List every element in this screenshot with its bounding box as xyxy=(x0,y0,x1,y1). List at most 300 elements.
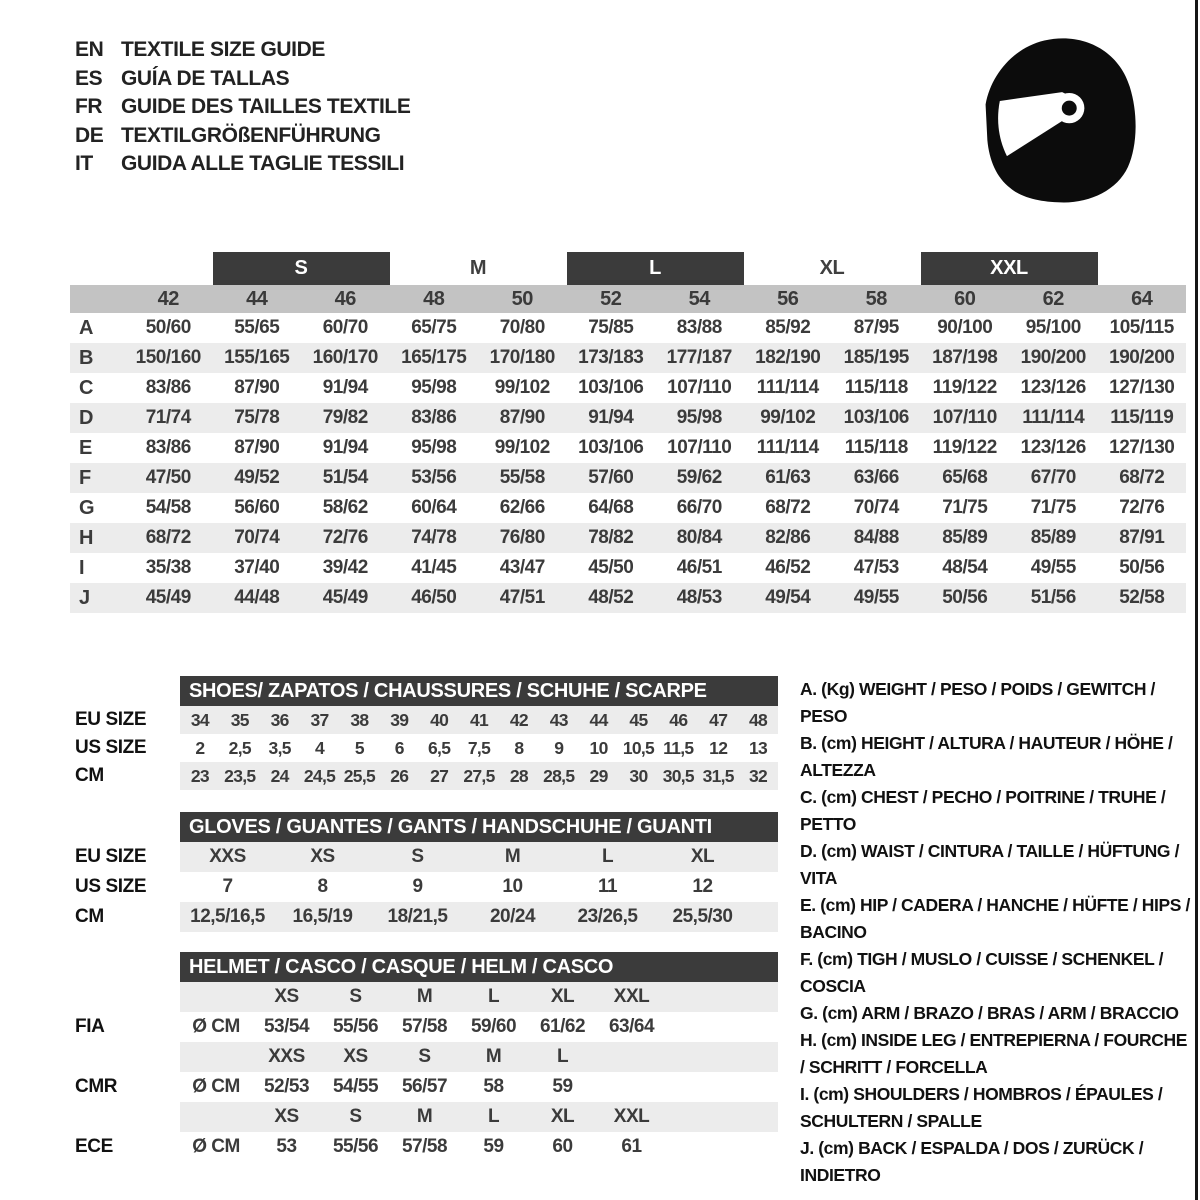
helmet-size-header: S xyxy=(349,1106,362,1127)
shoes-us-value: 12 xyxy=(709,737,728,758)
measure-value: 68/72 xyxy=(1119,467,1165,488)
shoes-eu-value: 46 xyxy=(669,709,688,730)
size-col-header: 54 xyxy=(688,287,710,310)
language-code: FR xyxy=(75,95,103,118)
size-col-header: 50 xyxy=(511,287,533,310)
helmet-size-header: XS xyxy=(274,986,299,1007)
measure-value: 75/85 xyxy=(588,317,634,338)
measure-value: 55/65 xyxy=(234,317,280,338)
gloves-row-label: US SIZE xyxy=(75,876,147,897)
language-code: EN xyxy=(75,38,104,61)
shoes-row-labels xyxy=(75,676,180,790)
measure-row-e xyxy=(70,433,1186,463)
helmet-title: HELMET / CASCO / CASQUE / HELM / CASCO xyxy=(180,952,778,982)
shoes-us-value: 10,5 xyxy=(622,737,655,758)
title-spacer xyxy=(75,812,180,842)
legend-item-b: B. (cm) HEIGHT / ALTURA / HAUTEUR / HÖHE / ALTEZZA xyxy=(800,733,1173,780)
measure-value: 68/72 xyxy=(145,527,191,548)
row-letter: D xyxy=(79,406,93,429)
measure-value: 107/110 xyxy=(667,377,732,398)
measure-value: 71/75 xyxy=(942,497,988,518)
legend-item-h: H. (cm) INSIDE LEG / ENTREPIERNA / FOURCHE / SCHRITT / FORCELLA xyxy=(800,1030,1188,1077)
measure-value: 37/40 xyxy=(234,557,280,578)
cert-label-spacer xyxy=(75,1042,180,1072)
measure-value: 70/74 xyxy=(234,527,280,548)
measure-value: 99/102 xyxy=(494,377,550,398)
row-letter: J xyxy=(79,586,90,609)
measure-value: 105/115 xyxy=(1109,317,1174,338)
size-col-header: 44 xyxy=(246,287,268,310)
measure-row-c xyxy=(70,373,1186,403)
gloves-row-label: CM xyxy=(75,906,104,927)
gloves-cm-value: 20/24 xyxy=(489,906,536,927)
shoes-eu-value: 35 xyxy=(230,709,249,730)
gloves-section xyxy=(75,812,778,932)
gloves-row-us xyxy=(180,872,778,902)
gloves-eu-value: S xyxy=(411,846,424,867)
measure-value: 83/86 xyxy=(145,437,191,458)
measure-value: 45/50 xyxy=(588,557,634,578)
measure-value: 170/180 xyxy=(489,347,555,368)
gloves-eu-value: L xyxy=(601,846,614,867)
cert-label-spacer xyxy=(75,982,180,1012)
measure-value: 46/51 xyxy=(676,557,722,578)
measure-value: 57/60 xyxy=(588,467,634,488)
measure-value: 48/52 xyxy=(588,587,634,608)
measure-value: 63/66 xyxy=(853,467,899,488)
measure-value: 103/106 xyxy=(843,407,909,428)
gloves-us-value: 8 xyxy=(317,876,328,897)
shoes-eu-value: 40 xyxy=(430,709,449,730)
gloves-eu-value: M xyxy=(504,846,521,867)
gloves-us-value: 11 xyxy=(597,876,618,897)
helmet-value: 57/58 xyxy=(401,1136,448,1157)
legend-item-f: F. (cm) TIGH / MUSLO / CUISSE / SCHENKEL / COSCIA xyxy=(800,949,1164,996)
helmet-values-row xyxy=(180,1072,778,1102)
shoes-cm-value: 29 xyxy=(589,765,608,786)
shoes-eu-value: 43 xyxy=(549,709,568,730)
shoes-cm-value: 28,5 xyxy=(543,765,575,786)
language-title: TEXTILGRÖßENFÜHRUNG xyxy=(121,123,381,147)
measure-value: 66/70 xyxy=(676,497,722,518)
shoes-us-value: 2 xyxy=(195,737,205,758)
shoes-row-eu xyxy=(180,706,778,734)
measure-value: 155/165 xyxy=(224,347,290,368)
measure-value: 70/74 xyxy=(853,497,899,518)
gloves-cm-value: 12,5/16,5 xyxy=(190,906,265,927)
measure-value: 150/160 xyxy=(135,347,201,368)
measure-value: 160/170 xyxy=(312,347,378,368)
legend-item-d: D. (cm) WAIST / CINTURA / TAILLE / HÜFTUNG / VITA xyxy=(800,841,1180,888)
shoes-us-value: 13 xyxy=(749,737,768,758)
row-letter: E xyxy=(79,436,92,459)
legend-item-g: G. (cm) ARM / BRAZO / BRAS / ARM / BRACCIO xyxy=(800,1003,1179,1023)
measure-value: 80/84 xyxy=(676,527,722,548)
measure-value: 62/66 xyxy=(499,497,545,518)
helmet-value: 58 xyxy=(483,1076,504,1097)
gloves-table xyxy=(180,812,778,932)
measure-value: 87/90 xyxy=(234,377,280,398)
measure-value: 50/60 xyxy=(145,317,191,338)
measure-value: 60/70 xyxy=(322,317,368,338)
measure-value: 111/114 xyxy=(1022,407,1085,428)
shoes-cm-value: 30,5 xyxy=(662,765,694,786)
helmet-value: 61 xyxy=(621,1136,642,1157)
cert-label: CMR xyxy=(75,1076,118,1097)
measure-value: 87/90 xyxy=(234,437,280,458)
shoes-row-label: EU SIZE xyxy=(75,709,147,730)
measure-value: 49/55 xyxy=(1030,557,1076,578)
gloves-row-cm xyxy=(180,902,778,932)
shoes-cm-value: 25,5 xyxy=(343,765,376,786)
shoes-us-value: 7,5 xyxy=(467,737,491,758)
size-col-header: 48 xyxy=(423,287,445,310)
measure-value: 119/122 xyxy=(932,377,997,398)
measure-value: 47/50 xyxy=(145,467,191,488)
textile-size-table xyxy=(70,252,1186,613)
measure-value: 44/48 xyxy=(234,587,280,608)
helmet-size-header: XXS xyxy=(268,1046,305,1067)
measure-value: 91/94 xyxy=(322,377,368,398)
cert-label-spacer xyxy=(75,1102,180,1132)
row-letter: F xyxy=(79,466,91,489)
measure-value: 115/118 xyxy=(844,377,908,398)
helmet-size-spacer xyxy=(180,1042,252,1072)
shoes-row-label: CM xyxy=(75,765,104,786)
gloves-us-value: 12 xyxy=(692,876,713,897)
measure-value: 85/92 xyxy=(765,317,811,338)
shoes-cm-value: 27 xyxy=(430,765,449,786)
shoes-us-value: 3,5 xyxy=(268,737,291,758)
legend-item-i: I. (cm) SHOULDERS / HOMBROS / ÉPAULES / SCHULTERN / SPALLE xyxy=(800,1084,1163,1131)
helmet-size-header: M xyxy=(485,1046,502,1067)
shoes-cm-value: 24,5 xyxy=(303,765,336,786)
measure-value: 41/45 xyxy=(411,557,457,578)
helmet-size-header: S xyxy=(418,1046,431,1067)
language-code: ES xyxy=(75,66,103,90)
language-title-list xyxy=(75,36,410,179)
shoes-eu-value: 34 xyxy=(190,709,209,730)
measure-value: 43/47 xyxy=(499,557,545,578)
language-code: DE xyxy=(75,123,104,147)
measure-value: 47/53 xyxy=(853,557,899,578)
measure-value: 91/94 xyxy=(588,407,634,428)
title-spacer xyxy=(75,676,180,706)
cert-label: FIA xyxy=(75,1016,105,1037)
measure-value: 49/54 xyxy=(765,587,811,608)
page-edge-line xyxy=(1195,0,1198,1200)
measure-value: 173/183 xyxy=(578,347,644,368)
measure-value: 45/49 xyxy=(322,587,368,608)
measure-value: 111/114 xyxy=(756,377,819,398)
measure-value: 87/91 xyxy=(1119,527,1165,548)
language-title: GUÍA DE TALLAS xyxy=(121,66,290,90)
measure-value: 115/119 xyxy=(1110,407,1174,428)
measure-value: 50/56 xyxy=(942,587,988,608)
helmet-value: 56/57 xyxy=(401,1076,448,1097)
helmet-value: 59 xyxy=(552,1076,573,1097)
gloves-eu-value: XS xyxy=(310,846,335,867)
gloves-eu-value: XXS xyxy=(209,846,246,867)
measure-value: 95/98 xyxy=(676,407,722,428)
shoes-row-us xyxy=(180,734,778,762)
measure-value: 72/76 xyxy=(1119,497,1165,518)
measure-row-a xyxy=(70,313,1186,343)
language-title: TEXTILE SIZE GUIDE xyxy=(121,38,325,61)
size-col-header: 58 xyxy=(865,287,887,310)
shoes-eu-value: 39 xyxy=(390,709,409,730)
measure-value: 107/110 xyxy=(667,437,732,458)
measure-value: 79/82 xyxy=(322,407,368,428)
helmet-value: 53/54 xyxy=(263,1016,310,1037)
measure-value: 67/70 xyxy=(1030,467,1076,488)
measure-value: 87/90 xyxy=(499,407,545,428)
measure-value: 177/187 xyxy=(666,347,732,368)
shoes-section xyxy=(75,676,778,790)
shoes-cm-value: 30 xyxy=(629,765,648,786)
measure-value: 119/122 xyxy=(932,437,997,458)
gloves-row-labels xyxy=(75,812,180,932)
measure-value: 91/94 xyxy=(322,437,368,458)
shoes-cm-value: 28 xyxy=(509,765,528,786)
helmet-size-header: L xyxy=(556,1046,569,1067)
measure-value: 83/88 xyxy=(676,317,722,338)
measure-row-j xyxy=(70,583,1186,613)
helmet-value: 52/53 xyxy=(263,1076,310,1097)
helmet-sizes-row xyxy=(180,1042,778,1072)
shoes-us-value: 2,5 xyxy=(228,737,251,758)
helmet-value: 54/55 xyxy=(332,1076,379,1097)
helmet-values-row xyxy=(180,1132,778,1162)
language-row-fr xyxy=(75,93,410,122)
size-group-s: S xyxy=(213,252,390,285)
size-col-header: 56 xyxy=(777,287,799,310)
measure-value: 55/58 xyxy=(499,467,545,488)
measure-value: 165/175 xyxy=(401,347,467,368)
measure-value: 35/38 xyxy=(145,557,191,578)
helmet-value: 59 xyxy=(483,1136,504,1157)
language-row-en xyxy=(75,36,410,65)
measure-value: 187/198 xyxy=(932,347,998,368)
measure-value: 111/114 xyxy=(756,437,819,458)
measure-value: 85/89 xyxy=(942,527,988,548)
measure-value: 50/56 xyxy=(1119,557,1165,578)
measure-value: 71/74 xyxy=(145,407,191,428)
measure-value: 99/102 xyxy=(494,437,550,458)
language-code: IT xyxy=(75,152,93,175)
measurement-legend xyxy=(800,676,1194,1189)
shoes-cm-value: 26 xyxy=(390,765,409,786)
legend-item-e: E. (cm) HIP / CADERA / HANCHE / HÜFTE / HIPS / BACINO xyxy=(800,895,1190,942)
helmet-size-spacer xyxy=(180,982,252,1012)
measure-value: 70/80 xyxy=(499,317,545,338)
legend-item-a: A. (Kg) WEIGHT / PESO / POIDS / GEWITCH / PESO xyxy=(800,679,1155,726)
measure-row-b xyxy=(70,343,1186,373)
helmet-sizes-row xyxy=(180,982,778,1012)
shoes-us-value: 11,5 xyxy=(663,737,694,758)
legend-item-j: J. (cm) BACK / ESPALDA / DOS / ZURÜCK / INDIETRO xyxy=(800,1138,1144,1185)
helmet-value: 55/56 xyxy=(332,1016,379,1037)
shoes-us-value: 4 xyxy=(315,737,325,758)
shoes-cm-value: 24 xyxy=(270,765,289,786)
shoes-us-value: 9 xyxy=(554,737,564,758)
gloves-us-value: 10 xyxy=(502,876,523,897)
helmet-size-header: S xyxy=(349,986,362,1007)
helmet-table xyxy=(180,952,778,1162)
measure-value: 48/53 xyxy=(676,587,722,608)
measure-value: 45/49 xyxy=(145,587,191,608)
gloves-cm-value: 25,5/30 xyxy=(672,906,733,927)
measure-value: 190/200 xyxy=(1109,347,1175,368)
measure-row-f xyxy=(70,463,1186,493)
gloves-row-label: EU SIZE xyxy=(75,846,147,867)
helmet-row-labels xyxy=(75,952,180,1162)
helmet-size-header: M xyxy=(416,1106,433,1127)
shoes-eu-value: 44 xyxy=(589,709,608,730)
row-letter: H xyxy=(79,526,93,549)
measure-value: 78/82 xyxy=(588,527,634,548)
size-col-header: 46 xyxy=(334,287,356,310)
helmet-size-spacer xyxy=(180,1102,252,1132)
size-group-xl: XL xyxy=(819,257,845,279)
helmet-size-header: XXL xyxy=(613,1106,650,1127)
shoes-eu-value: 48 xyxy=(749,709,768,730)
measure-value: 39/42 xyxy=(322,557,368,578)
helmet-values-row xyxy=(180,1012,778,1042)
size-group-row xyxy=(70,252,1186,285)
measure-value: 87/95 xyxy=(853,317,899,338)
measure-value: 60/64 xyxy=(411,497,457,518)
helmet-size-header: L xyxy=(487,986,500,1007)
measure-value: 68/72 xyxy=(765,497,811,518)
measure-value: 51/54 xyxy=(322,467,368,488)
group-spacer xyxy=(70,252,213,285)
measure-value: 103/106 xyxy=(578,377,644,398)
shoes-us-value: 8 xyxy=(514,737,524,758)
measure-value: 75/78 xyxy=(234,407,280,428)
row-letter: B xyxy=(79,346,93,369)
gloves-eu-value: XL xyxy=(690,846,715,867)
corner-spacer xyxy=(70,285,124,313)
measure-value: 95/98 xyxy=(411,437,457,458)
shoes-eu-value: 38 xyxy=(350,709,369,730)
language-row-it xyxy=(75,150,410,179)
measure-value: 182/190 xyxy=(755,347,821,368)
size-group-l: L xyxy=(567,252,744,285)
shoes-cm-value: 27,5 xyxy=(463,765,495,786)
size-col-header: 60 xyxy=(954,287,976,310)
measure-value: 59/62 xyxy=(676,467,722,488)
measure-value: 61/63 xyxy=(765,467,811,488)
helmet-value: 63/64 xyxy=(608,1016,655,1037)
measure-value: 54/58 xyxy=(145,497,191,518)
shoes-us-value: 6,5 xyxy=(428,737,451,758)
measure-value: 49/55 xyxy=(853,587,899,608)
helmet-value: 57/58 xyxy=(401,1016,448,1037)
shoes-cm-value: 31,5 xyxy=(702,765,734,786)
measure-value: 83/86 xyxy=(145,377,191,398)
measure-value: 47/51 xyxy=(499,587,545,608)
measure-value: 49/52 xyxy=(234,467,280,488)
size-group-xxl: XXL xyxy=(921,252,1098,285)
language-row-es xyxy=(75,65,410,94)
measure-row-g xyxy=(70,493,1186,523)
helmet-size-header: M xyxy=(416,986,433,1007)
shoes-cm-value: 23,5 xyxy=(224,765,256,786)
measure-value: 84/88 xyxy=(853,527,899,548)
gloves-row-eu xyxy=(180,842,778,872)
helmet-value: 61/62 xyxy=(539,1016,586,1037)
helmet-sizes-row xyxy=(180,1102,778,1132)
measure-value: 99/102 xyxy=(760,407,816,428)
helmet-size-header: XL xyxy=(550,986,575,1007)
helmet-size-header: L xyxy=(487,1106,500,1127)
measure-value: 48/54 xyxy=(942,557,988,578)
measure-value: 58/62 xyxy=(322,497,368,518)
helmet-unit: Ø CM xyxy=(192,1076,240,1097)
measure-value: 90/100 xyxy=(937,317,993,338)
shoes-title: SHOES/ ZAPATOS / CHAUSSURES / SCHUHE / SCARPE xyxy=(180,676,778,706)
racing-helmet-icon xyxy=(966,26,1144,208)
helmet-section xyxy=(75,952,778,1162)
size-col-header: 52 xyxy=(600,287,622,310)
shoes-row-cm xyxy=(180,762,778,790)
measure-value: 76/80 xyxy=(499,527,545,548)
helmet-size-header: XS xyxy=(274,1106,299,1127)
measure-value: 190/200 xyxy=(1020,347,1086,368)
row-letter: A xyxy=(79,316,93,339)
measure-value: 72/76 xyxy=(322,527,368,548)
measure-value: 123/126 xyxy=(1020,377,1086,398)
measure-row-h xyxy=(70,523,1186,553)
shoes-cm-value: 23 xyxy=(190,765,209,786)
row-letter: G xyxy=(79,496,95,519)
helmet-unit: Ø CM xyxy=(192,1136,240,1157)
shoes-eu-value: 37 xyxy=(310,709,329,730)
measure-row-i xyxy=(70,553,1186,583)
gloves-title: GLOVES / GUANTES / GANTS / HANDSCHUHE / GUANTI xyxy=(180,812,778,842)
shoes-cm-value: 32 xyxy=(749,765,768,786)
gloves-cm-value: 18/21,5 xyxy=(387,906,448,927)
shoes-eu-value: 45 xyxy=(629,709,648,730)
helmet-size-header: XXL xyxy=(613,986,650,1007)
legend-item-c: C. (cm) CHEST / PECHO / POITRINE / TRUHE / PETTO xyxy=(800,787,1166,834)
measure-value: 95/100 xyxy=(1025,317,1081,338)
size-col-header: 62 xyxy=(1042,287,1064,310)
measure-value: 65/75 xyxy=(411,317,457,338)
cert-label: ECE xyxy=(75,1136,113,1157)
gloves-cm-value: 23/26,5 xyxy=(577,906,638,927)
measure-value: 46/52 xyxy=(765,557,811,578)
row-letter: C xyxy=(79,376,93,399)
shoes-us-value: 10 xyxy=(589,737,608,758)
size-col-header: 64 xyxy=(1131,287,1153,310)
shoes-eu-value: 42 xyxy=(509,709,528,730)
size-number-row xyxy=(70,285,1186,313)
measure-value: 85/89 xyxy=(1030,527,1076,548)
shoes-us-value: 5 xyxy=(354,737,364,758)
measure-value: 95/98 xyxy=(411,377,457,398)
measure-value: 52/58 xyxy=(1119,587,1165,608)
measure-value: 74/78 xyxy=(411,527,457,548)
measure-value: 71/75 xyxy=(1030,497,1076,518)
gloves-us-value: 7 xyxy=(222,876,233,897)
gloves-us-value: 9 xyxy=(412,876,423,897)
measure-value: 115/118 xyxy=(844,437,908,458)
shoes-row-label: US SIZE xyxy=(75,737,147,758)
shoes-eu-value: 41 xyxy=(469,709,489,730)
racing-helmet-graphic xyxy=(966,26,1144,208)
